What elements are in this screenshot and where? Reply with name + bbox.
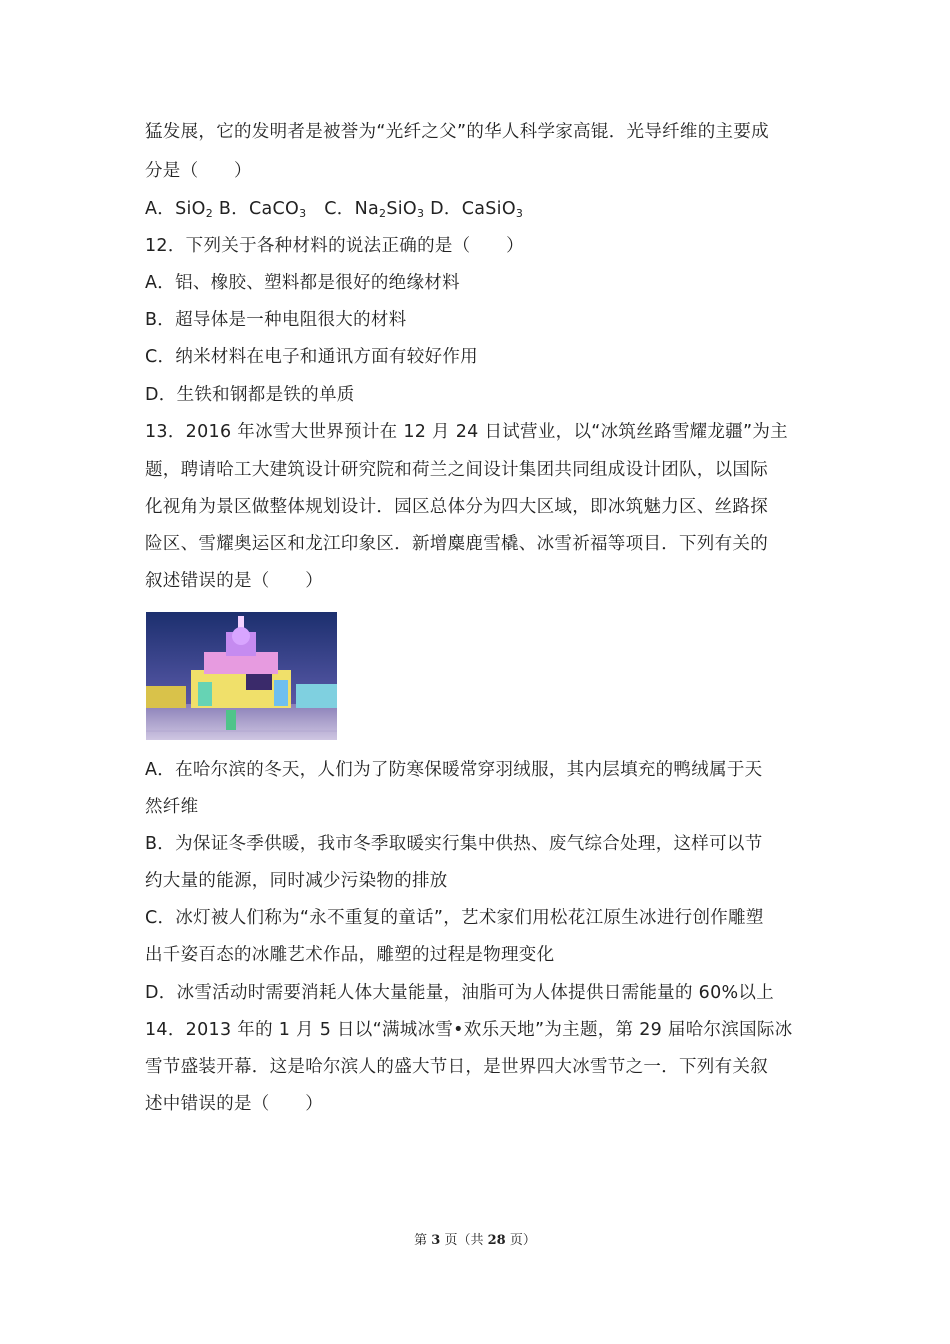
question-11-text-line-1: 猛发展，它的发明者是被誉为“光纤之父”的华人科学家高锟．光导纤维的主要成	[145, 122, 769, 142]
question-13-option-b-line-2: 约大量的能源，同时减少污染物的排放	[145, 871, 448, 891]
question-13-option-d: D．冰雪活动时需要消耗人体大量能量，油脂可为人体提供日需能量的 60%以上	[145, 983, 775, 1003]
question-11-text-line-2: 分是（ ）	[145, 161, 252, 181]
question-12-option-d: D．生铁和钢都是铁的单质	[145, 385, 355, 405]
question-12-option-a: A．铝、橡胶、塑料都是很好的绝缘材料	[145, 273, 460, 293]
question-12-option-b: B．超导体是一种电阻很大的材料	[145, 310, 407, 330]
question-14-stem-line-1: 14．2013 年的 1 月 5 日以“满城冰雪•欢乐天地”为主题，第 29 届哈尔滨国际冰	[145, 1020, 793, 1040]
question-12-option-c: C．纳米材料在电子和通讯方面有较好作用	[145, 347, 478, 367]
question-13-stem-line-1: 13．2016 年冰雪大世界预计在 12 月 24 日试营业，以“冰筑丝路雪耀龙疆”为主	[145, 422, 788, 442]
question-14-stem-line-3: 述中错误的是（ ）	[145, 1094, 323, 1114]
page-footer: 第 3 页（共 28 页）	[414, 1233, 536, 1248]
question-12-stem: 12．下列关于各种材料的说法正确的是（ ）	[145, 236, 524, 256]
question-14-stem-line-2: 雪节盛装开幕．这是哈尔滨人的盛大节日，是世界四大冰雪节之一．下列有关叙	[145, 1057, 768, 1077]
question-13-stem-line-3: 化视角为景区做整体规划设计．园区总体分为四大区域，即冰筑魅力区、丝路探	[145, 497, 768, 517]
question-11-options: A．SiO$_2$ B．CaCO$_3$ C．$Na_2SiO_3$ D．CaSiO$_3$	[145, 199, 524, 220]
question-13-stem-line-4: 险区、雪耀奥运区和龙江印象区．新增麋鹿雪橇、冰雪祈福等项目．下列有关的	[145, 534, 768, 554]
question-13-option-a-line-2: 然纤维	[145, 797, 199, 817]
question-13-stem-line-5: 叙述错误的是（ ）	[145, 571, 323, 591]
question-13-option-b-line-1: B．为保证冬季供暖，我市冬季取暖实行集中供热、废气综合处理，这样可以节	[145, 834, 763, 854]
question-13-option-a-line-1: A．在哈尔滨的冬天，人们为了防寒保暖常穿羽绒服，其内层填充的鸭绒属于天	[145, 760, 763, 780]
question-13-stem-line-2: 题，聘请哈工大建筑设计研究院和荷兰之间设计集团共同组成设计团队，以国际	[145, 460, 768, 480]
question-13-option-c-line-2: 出千姿百态的冰雕艺术作品，雕塑的过程是物理变化	[145, 945, 555, 965]
question-13-option-c-line-1: C．冰灯被人们称为“永不重复的童话”，艺术家们用松花江原生冰进行创作雕塑	[145, 908, 764, 928]
ice-castle-photo	[146, 612, 337, 740]
